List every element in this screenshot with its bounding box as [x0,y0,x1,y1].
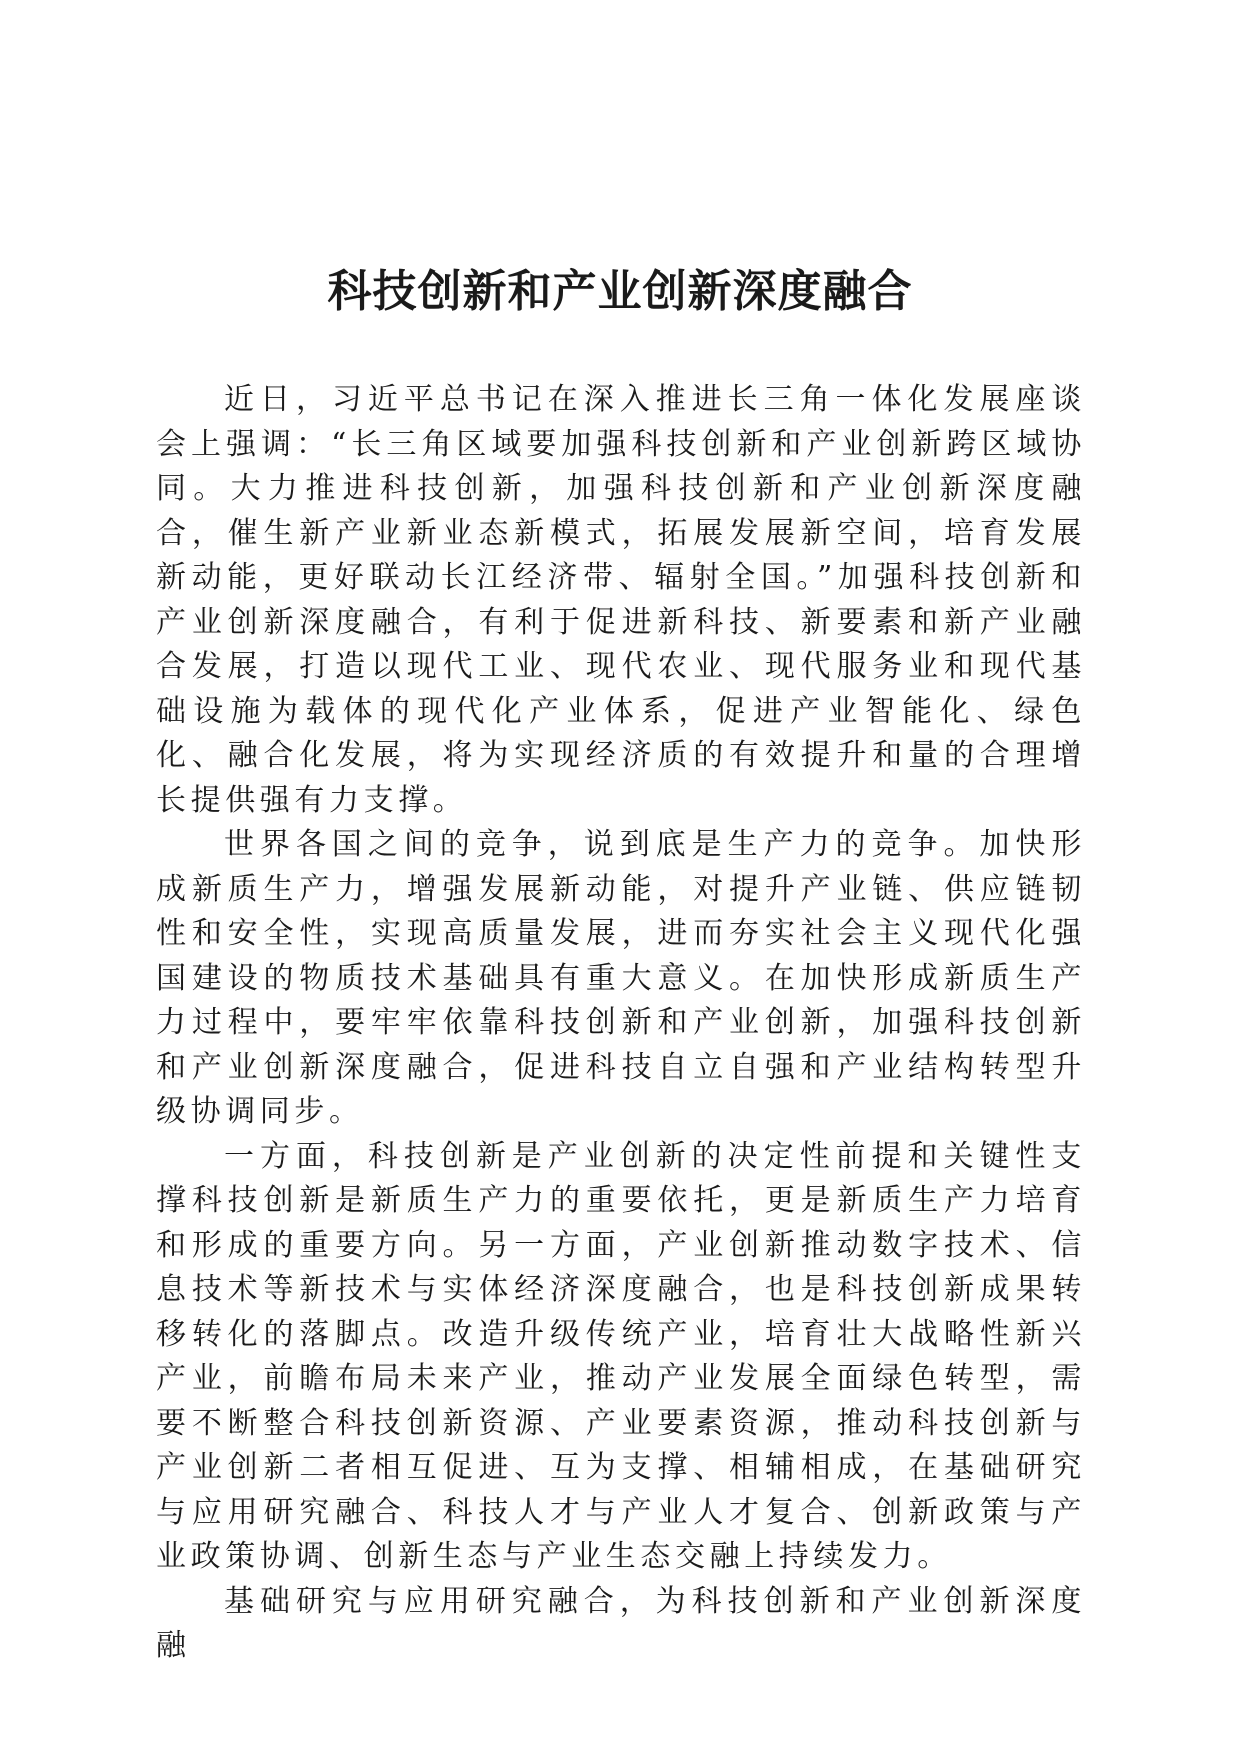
document-body [156,378,1086,1669]
paragraph-2: 世界各国之间的竞争，说到底是生产力的竞争。加快形成新质生产力，增强发展新动能，对提升产业链、供应链韧性和安全性，实现高质量发展，进而夯实社会主义现代化强国建设的物质技术基础具有重大意义。在加快形成新质生产力过程中，要牢牢依靠科技创新和产业创新，加强科技创新和产业创新深度融合，促进科技自立自强和产业结构转型升级协调同步。 [156,827,1086,1129]
document-title: 科技创新和产业创新深度融合 [327,266,913,317]
paragraph-4: 基础研究与应用研究融合，为科技创新和产业创新深度融 [156,1583,1086,1663]
paragraph-1: 近日，习近平总书记在深入推进长三角一体化发展座谈会上强调：“长三角区域要加强科技创新和产业创新跨区域协同。大力推进科技创新，加强科技创新和产业创新深度融合，催生新产业新业态新模式，拓展发展新空间，培育发展新动能，更好联动长江经济带、辐射全国。”加强科技创新和产业创新深度融合，有利于促进新科技、新要素和新产业融合发展，打造以现代工业、现代农业、现代服务业和现代基础设施为载体的现代化产业体系，促进产业智能化、绿色化、融合化发展，将为实现经济质的有效提升和量的合理增长提供强有力支撑。 [156,382,1086,818]
paragraph-3: 一方面，科技创新是产业创新的决定性前提和关键性支撑科技创新是新质生产力的重要依托，更是新质生产力培育和形成的重要方向。另一方面，产业创新推动数字技术、信息技术等新技术与实体经济深度融合，也是科技创新成果转移转化的落脚点。改造升级传统产业，培育壮大战略性新兴产业，前瞻布局未来产业，推动产业发展全面绿色转型，需要不断整合科技创新资源、产业要素资源，推动科技创新与产业创新二者相互促进、互为支撑、相辅相成，在基础研究与应用研究融合、科技人才与产业人才复合、创新政策与产业政策协调、创新生态与产业生态交融上持续发力。 [156,1138,1086,1574]
